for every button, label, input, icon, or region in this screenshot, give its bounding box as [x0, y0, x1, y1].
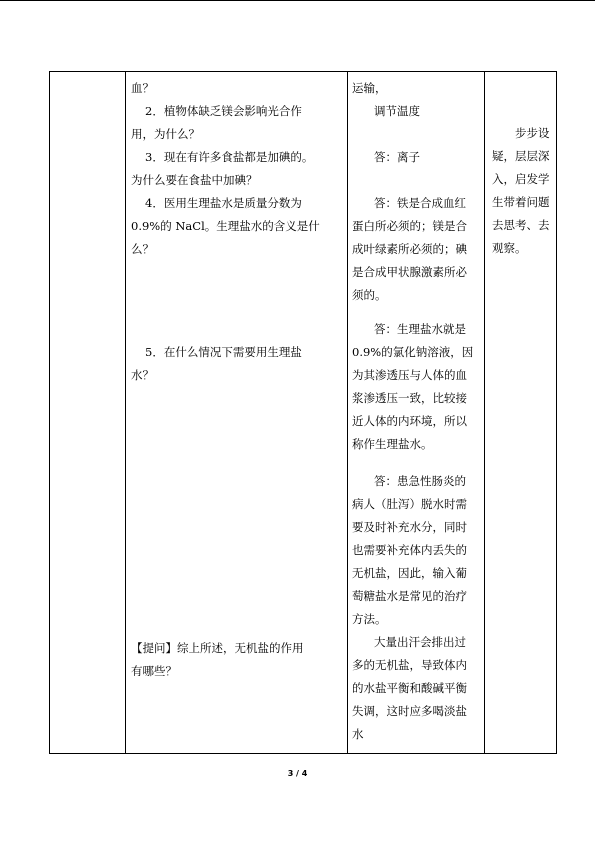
text-line: 失调，这时应多喝淡盐 [352, 704, 467, 718]
page-number: 3 / 4 [287, 769, 308, 778]
text-line: 0.9%的 NaCl。生理盐水的含义是什 [131, 219, 320, 233]
text-line: 5．在什么情况下需要用生理盐 [145, 345, 302, 359]
text-line: 水？ [131, 368, 154, 382]
text-line: 4．医用生理盐水是质量分数为 [145, 196, 302, 210]
text-line: 答：患急性肠炎的 [374, 474, 466, 488]
text-line: 去思考、去 [492, 218, 550, 232]
text-line: 3．现在有许多食盐都是加碘的。 [145, 150, 314, 164]
text-line: 无机盐，因此，输入葡 [352, 566, 467, 580]
text-line: 有哪些？ [131, 664, 177, 678]
text-line: 病人（肚泻）脱水时需 [352, 497, 467, 511]
text-line: 运输， [352, 81, 387, 95]
text-line: 水 [352, 727, 364, 741]
text-line: 须的。 [352, 288, 387, 302]
text-line: 答：铁是合成血红 [374, 196, 466, 210]
text-line: 为其渗透压与人体的血 [352, 368, 467, 382]
text-line: 入，启发学 [492, 172, 550, 186]
text-line: 成叶绿素所必须的；碘 [352, 242, 467, 256]
text-line: 步步设 [515, 126, 550, 140]
text-line: 多的无机盐，导致体内 [352, 658, 467, 672]
text-line: 要及时补充水分，同时 [352, 520, 467, 534]
text-line: 0.9%的氯化钠溶液，因 [352, 345, 474, 359]
text-line: 么？ [131, 242, 154, 256]
text-line: 大量出汗会排出过 [374, 635, 466, 649]
text-line: 血？ [131, 81, 154, 95]
text-line: 浆渗透压一致，比较接 [352, 391, 467, 405]
text-line: 为什么要在食盐中加碘？ [131, 173, 258, 187]
text-line: 调节温度 [374, 104, 420, 118]
text-line: 生带着问题 [492, 195, 550, 209]
header-rule [0, 0, 595, 1]
column-divider [347, 72, 348, 753]
text-line: 方法。 [352, 612, 387, 626]
text-line: 【提问】综上所述，无机盐的作用 [131, 641, 304, 655]
text-line: 观察。 [492, 241, 527, 255]
text-line: 也需要补充体内丢失的 [352, 543, 467, 557]
text-line: 萄糖盐水是常见的治疗 [352, 589, 467, 603]
column-divider [125, 72, 126, 753]
text-line: 用，为什么？ [131, 127, 200, 141]
text-line: 2．植物体缺乏镁会影响光合作 [145, 104, 302, 118]
text-line: 答：离子 [374, 150, 420, 164]
text-line: 近人体的内环境，所以 [352, 414, 467, 428]
text-line: 是合成甲状腺激素所必 [352, 265, 467, 279]
text-line: 疑，层层深 [492, 149, 550, 163]
text-line: 称作生理盐水。 [352, 437, 433, 451]
text-line: 的水盐平衡和酸碱平衡 [352, 681, 467, 695]
text-line: 答：生理盐水就是 [374, 322, 466, 336]
column-divider [484, 72, 485, 753]
text-line: 蛋白所必须的；镁是合 [352, 219, 467, 233]
